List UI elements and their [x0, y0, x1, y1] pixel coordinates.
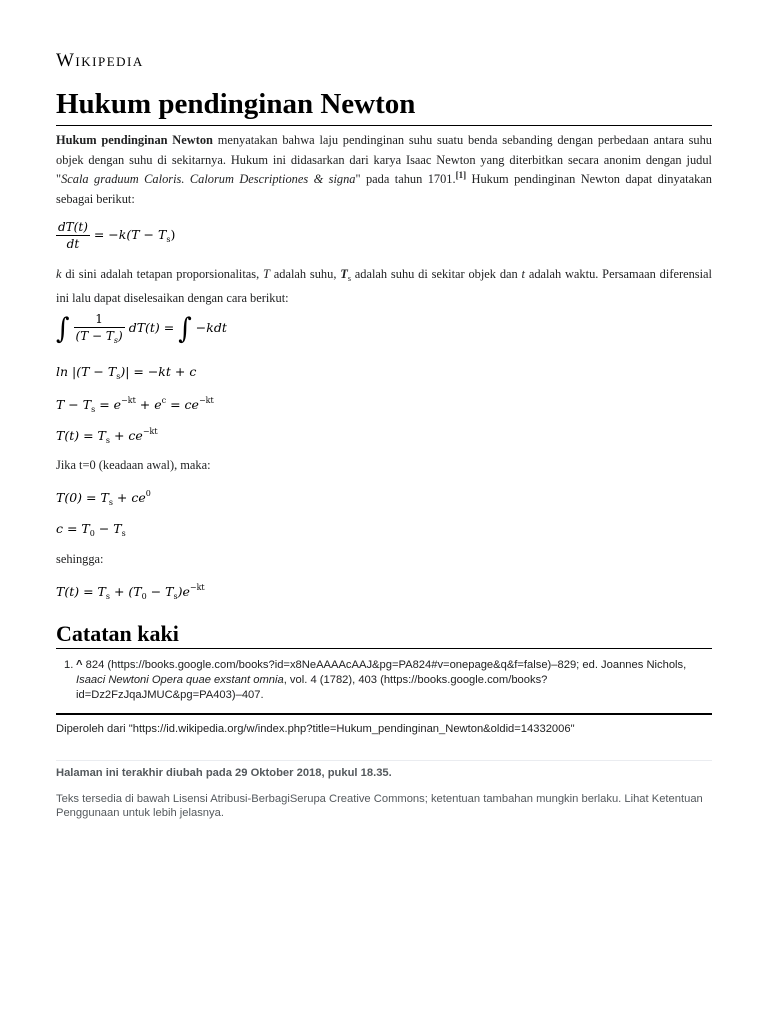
eq2-denominator — [74, 328, 125, 345]
wikipedia-logo[interactable]: Wikipedia — [56, 50, 144, 71]
eq2-rhs: −kdt — [195, 320, 227, 335]
footnote-italic: Isaaci Newtoni Opera quae exstant omnia — [76, 674, 284, 686]
intro-text-2: " pada tahun 1701. — [355, 172, 456, 186]
eq3-sub: s — [116, 372, 121, 381]
eq6-sup: 0 — [145, 489, 151, 498]
section-heading-footnotes: Catatan kaki — [56, 621, 179, 646]
var-T: T — [263, 267, 270, 281]
var-k: k — [56, 267, 62, 281]
eq1-sub: s — [166, 235, 171, 244]
eq2-mid: dT(t) = — [128, 320, 175, 335]
eq1-fraction — [56, 220, 90, 251]
footnote-list — [64, 658, 712, 703]
eq4-b: = e — [95, 397, 122, 412]
equation-2 — [56, 312, 227, 345]
eq8-sup: −kt — [189, 583, 205, 592]
intro-paragraph — [56, 131, 712, 209]
explanation-text-3: adalah suhu di sekitar objek dan — [350, 267, 522, 281]
title-divider — [56, 125, 712, 126]
footnote-text-1[interactable]: 824 (https://books.google.com/books?id=x8NeAAAAcAAJ&pg=PA824#v=onepage&q&f=false)–829; ed. Joannes Nichols, — [82, 659, 687, 671]
eq8-b: + (T — [109, 584, 142, 599]
footer-thin-divider — [56, 760, 712, 761]
intro-italic-title: Scala graduum Caloris. Calorum Descriptiones & signa — [61, 172, 356, 186]
equation-8 — [56, 583, 205, 601]
eq4-a: T − T — [56, 397, 92, 412]
eq8-sub3: s — [173, 592, 178, 601]
eq1-denominator: dt — [66, 237, 80, 251]
eq2-den-a: (T − T — [75, 329, 114, 343]
equation-4 — [56, 396, 214, 414]
eq5-b: + ce — [109, 428, 143, 443]
equation-3 — [56, 364, 196, 381]
explanation-paragraph — [56, 265, 712, 308]
var-Ts: T — [340, 267, 348, 281]
eq2-den-b: ) — [118, 329, 123, 343]
eq6-a: T(0) = T — [56, 490, 109, 505]
reference-link[interactable]: [1] — [455, 169, 467, 180]
eq8-a: T(t) = T — [56, 584, 106, 599]
eq4-sup1: −kt — [121, 396, 136, 405]
eq7-a: c = T — [56, 521, 90, 536]
eq5-sub: s — [105, 436, 110, 445]
eq8-sub2: 0 — [141, 592, 147, 601]
eq8-c: − T — [146, 584, 174, 599]
eq7-sub1: 0 — [89, 529, 95, 538]
eq7-sub2: s — [121, 529, 126, 538]
section-divider — [56, 648, 712, 649]
eq5-sup: −kt — [142, 427, 158, 436]
intro-text-3: Hukum pendinginan Newton dapat dinyatakan sebagai berikut: — [56, 172, 712, 206]
license-text[interactable]: Teks tersedia di bawah Lisensi Atribusi-BerbagiSerupa Creative Commons; ketentuan tambahan mungkin berlaku. Lihat Ketentuan Penggunaan untuk lebih jelasnya. — [56, 793, 703, 819]
initial-condition-text: Jika t=0 (keadaan awal), maka: — [56, 458, 211, 472]
intro-text-1: menyatakan bahwa laju pendinginan suhu suatu benda sebanding dengan perbedaan antara suhu objek dengan suhu di sekitarnya. Hukum ini didasarkan dari karya Isaac Newton yang diterbitkan secara anonim dengan judul " — [56, 133, 712, 186]
var-Ts-sub: s — [347, 274, 351, 283]
eq6-sub: s — [108, 498, 113, 507]
explanation-text-4: adalah waktu. Persamaan diferensial ini lalu dapat diselesaikan dengan cara berikut: — [56, 267, 712, 305]
eq2-numerator: 1 — [74, 312, 125, 328]
eq2-den-sub: s — [113, 336, 119, 345]
equation-1 — [56, 220, 175, 251]
eq4-c: + e — [135, 397, 162, 412]
eq3-b: )| = −kt + c — [120, 364, 197, 379]
eq5-a: T(t) = T — [56, 428, 106, 443]
eq4-sup3: −kt — [198, 396, 214, 405]
eq4-sup2: c — [161, 396, 167, 405]
equation-7 — [56, 521, 126, 538]
var-t: t — [521, 267, 525, 281]
footnote-number: 1. — [64, 659, 74, 671]
page-title: Hukum pendinginan Newton — [56, 88, 416, 120]
explanation-text-1: di sini adalah tetapan proporsionalitas, — [61, 267, 264, 281]
footer-divider — [56, 713, 712, 715]
footnote-backlink[interactable]: ^ — [76, 659, 83, 671]
eq6-b: + ce — [112, 490, 146, 505]
eq1-end: ) — [170, 227, 176, 242]
hence-text: sehingga: — [56, 552, 104, 566]
footnote-item — [64, 658, 712, 703]
equation-6 — [56, 489, 151, 507]
eq3-a: ln |(T − T — [56, 364, 117, 379]
footnote-text-2[interactable]: , vol. 4 (1782), 403 (https://books.google.com/books?id=Dz2FzJqaJMUC&pg=PA403)–407. — [76, 674, 548, 701]
eq2-fraction — [74, 312, 125, 345]
integral-sign-2: ∫ — [178, 312, 192, 345]
eq7-b: − T — [94, 521, 122, 536]
eq1-numerator: dT(t) — [58, 220, 88, 234]
eq8-d: )e — [177, 584, 190, 599]
eq8-sub1: s — [105, 592, 110, 601]
eq4-d: = ce — [166, 397, 199, 412]
equation-5 — [56, 427, 158, 445]
retrieved-from-link[interactable]: Diperoleh dari "https://id.wikipedia.org/w/index.php?title=Hukum_pendinginan_Newton&oldid=14332006" — [56, 723, 575, 735]
last-modified-text: Halaman ini terakhir diubah pada 29 Oktober 2018, pukul 18.35. — [56, 767, 392, 779]
explanation-text-2: adalah suhu, — [269, 267, 341, 281]
eq1-rhs: = −k(T − T — [93, 227, 167, 242]
intro-bold-term: Hukum pendinginan Newton — [56, 133, 213, 147]
eq4-sub: s — [91, 405, 96, 414]
integral-sign: ∫ — [56, 312, 70, 345]
